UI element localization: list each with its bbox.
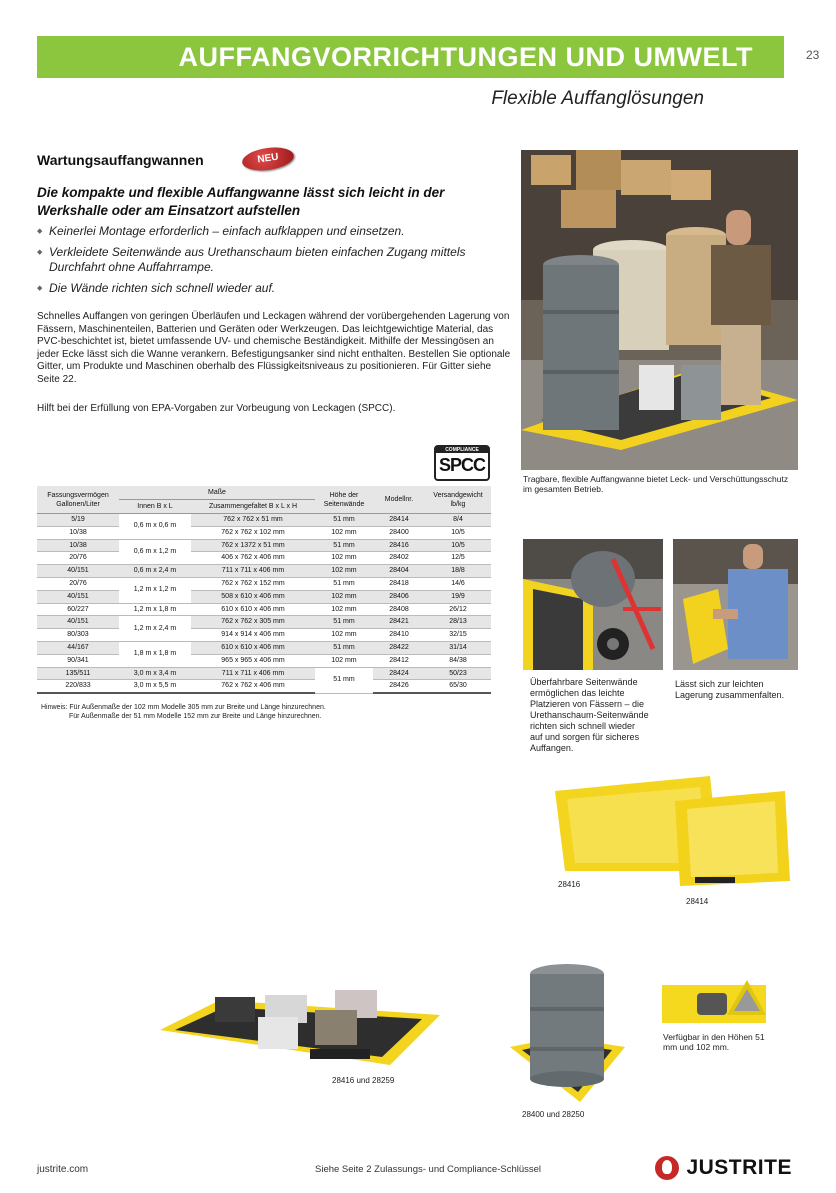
body-text: Schnelles Auffangen von geringen Überläufen und Leckagen während der vorübergehenden Lagerung von Fässern, Maschinenteilen, Batterien und Geräten oder Werkzeugen. Das leichtgewichtige Material, das PVC-beschichtet ist, bietet umfassende UV- und chemische Beständigkeit. Mithilfe der Messingösen an jeder Ecke lässt sich die Wanne verankern. Befestigungsanker sind nicht enthalten. Bestellen Sie optionale Gitter, um Produkte und Maschinen oberhalb des Flüssigkeitsniveaus zu positionieren. Für Gitter siehe Seite 22. — [37, 311, 511, 385]
flame-icon — [655, 1156, 679, 1180]
col-folded: Zusammengefaltet B x L x H — [191, 500, 315, 514]
justrite-logo — [655, 1156, 792, 1184]
main-photo-caption: Tragbare, flexible Auffangwanne bietet Leck- und Verschüttungsschutz im gesamten Betrieb. — [523, 474, 789, 494]
table-row: 40/151 0,6 m x 2,4 m 711 x 711 x 406 mm 102 mm 28404 18/8 — [37, 565, 491, 578]
header-stripes — [768, 36, 798, 78]
footer-reference: Siehe Seite 2 Zulassungs- und Compliance-Schlüssel — [315, 1164, 542, 1175]
table-row: 10/38 0,6 m x 1,2 m 762 x 1372 x 51 mm 51 mm 28416 10/5 — [37, 539, 491, 552]
col-inner: Innen B x L — [119, 500, 191, 514]
table-row: 40/151 1,2 m x 2,4 m 762 x 762 x 305 mm 51 mm 28421 28/13 — [37, 616, 491, 629]
drum-cart-illustration — [523, 539, 663, 670]
yellow-trays-illustration — [545, 771, 790, 891]
product-label-28400-28250: 28400 und 28250 — [522, 1110, 585, 1119]
col-wall: Höhe der Seitenwände — [315, 486, 373, 514]
brand-word: JUSTRITE — [686, 1156, 792, 1179]
table-row: 80/303 914 x 914 x 406 mm 102 mm 28410 32/15 — [37, 629, 491, 642]
table-row: 135/511 3,0 m x 3,4 m 711 x 711 x 406 mm 51 mm 28424 50/23 — [37, 667, 491, 680]
epa-note: Hilft bei der Erfüllung von EPA-Vorgaben zur Vorbeugung von Leckagen (SPCC). — [37, 403, 396, 414]
table-row: 40/151 508 x 610 x 406 mm 102 mm 28406 19/9 — [37, 590, 491, 603]
folding-photo — [673, 539, 798, 670]
header-bar — [37, 36, 783, 78]
feature-item: ◆ Keinerlei Montage erforderlich – einfach aufklappen und einsetzen. — [37, 224, 512, 239]
heights-caption: Verfügbar in den Höhen 51 mm und 102 mm. — [663, 1032, 765, 1052]
table-row: 44/167 1,8 m x 1,8 m 610 x 610 x 406 mm 51 mm 28422 31/14 — [37, 641, 491, 654]
page-subtitle: Flexible Auffanglösungen — [491, 88, 704, 109]
col-dims: Maße — [119, 486, 315, 500]
page-title: AUFFANGVORRICHTUNGEN UND UMWELT — [178, 42, 753, 72]
folding-illustration — [673, 539, 798, 670]
battery-tray-illustration — [160, 985, 440, 1070]
drum-tray-illustration — [510, 962, 625, 1107]
footer-website[interactable]: justrite.com — [37, 1164, 89, 1175]
drum-tray-image — [510, 962, 625, 1107]
product-label-28416: 28416 — [558, 880, 581, 889]
drive-over-caption: Überfahrbare Seitenwände ermöglichen das leichte Platzieren von Fässern – die Urethanschaum-Seitenwände richten sich schnell wieder auf und sorgen für sicheres Auffangen. — [530, 677, 649, 753]
col-weight: Versandgewicht lb/kg — [425, 486, 491, 514]
table-row: 90/341 965 x 965 x 406 mm 102 mm 28412 84/38 — [37, 654, 491, 667]
col-capacity: Fassungsvermögen Gallonen/Liter — [37, 486, 119, 514]
page-number: 23 — [806, 48, 820, 62]
table-row: 220/833 3,0 m x 5,5 m 762 x 762 x 406 mm 28426 65/30 — [37, 680, 491, 693]
new-badge: NEU — [241, 144, 296, 173]
col-model: Modellnr. — [373, 486, 425, 514]
section-title: Wartungsauffangwannen — [37, 152, 204, 168]
wall-profile-illustration — [662, 975, 766, 1025]
table-row: 20/76 1,2 m x 1,2 m 762 x 762 x 152 mm 51 mm 28418 14/6 — [37, 577, 491, 590]
table-note: Hinweis: Für Außenmaße der 102 mm Modelle 305 mm zur Breite und Länge hinzurechnen. Für Außenmaße der 51 mm Modelle 152 mm zur Breite und Länge hinzurechnen. — [41, 704, 326, 720]
feature-item: ◆ Die Wände richten sich schnell wieder auf. — [37, 281, 512, 296]
drive-over-photo — [523, 539, 663, 670]
main-product-photo — [521, 150, 798, 470]
product-label-28416-28259: 28416 und 28259 — [332, 1076, 395, 1085]
table-row: 20/76 406 x 762 x 406 mm 102 mm 28402 12/5 — [37, 552, 491, 565]
table-row: 60/227 1,2 m x 1,8 m 610 x 610 x 406 mm 102 mm 28408 26/12 — [37, 603, 491, 616]
fold-caption: Lässt sich zur leichten Lagerung zusammenfalten. — [675, 679, 785, 700]
feature-list — [37, 224, 512, 302]
warehouse-photo-illustration — [521, 150, 798, 470]
product-label-28414: 28414 — [686, 897, 709, 906]
tray-product-image — [545, 771, 790, 891]
lead-text: Die kompakte und flexible Auffangwanne lässt sich leicht in der Werkshalle oder am Einsatzort aufstellen — [37, 185, 445, 218]
table-row: 5/19 0,6 m x 0,6 m 762 x 762 x 51 mm 51 mm 28414 8/4 — [37, 514, 491, 527]
spec-table — [37, 486, 491, 694]
battery-tray-image — [160, 985, 440, 1070]
feature-item: ◆ Verkleidete Seitenwände aus Urethanschaum bieten einfachen Zugang mittels Durchfahrt ohne Auffahrrampe. — [37, 245, 512, 275]
table-row: 10/38 762 x 762 x 102 mm 102 mm 28400 10/5 — [37, 526, 491, 539]
spcc-logo: COMPLIANCE SPCC — [434, 445, 490, 481]
wall-profile-image — [662, 975, 766, 1025]
